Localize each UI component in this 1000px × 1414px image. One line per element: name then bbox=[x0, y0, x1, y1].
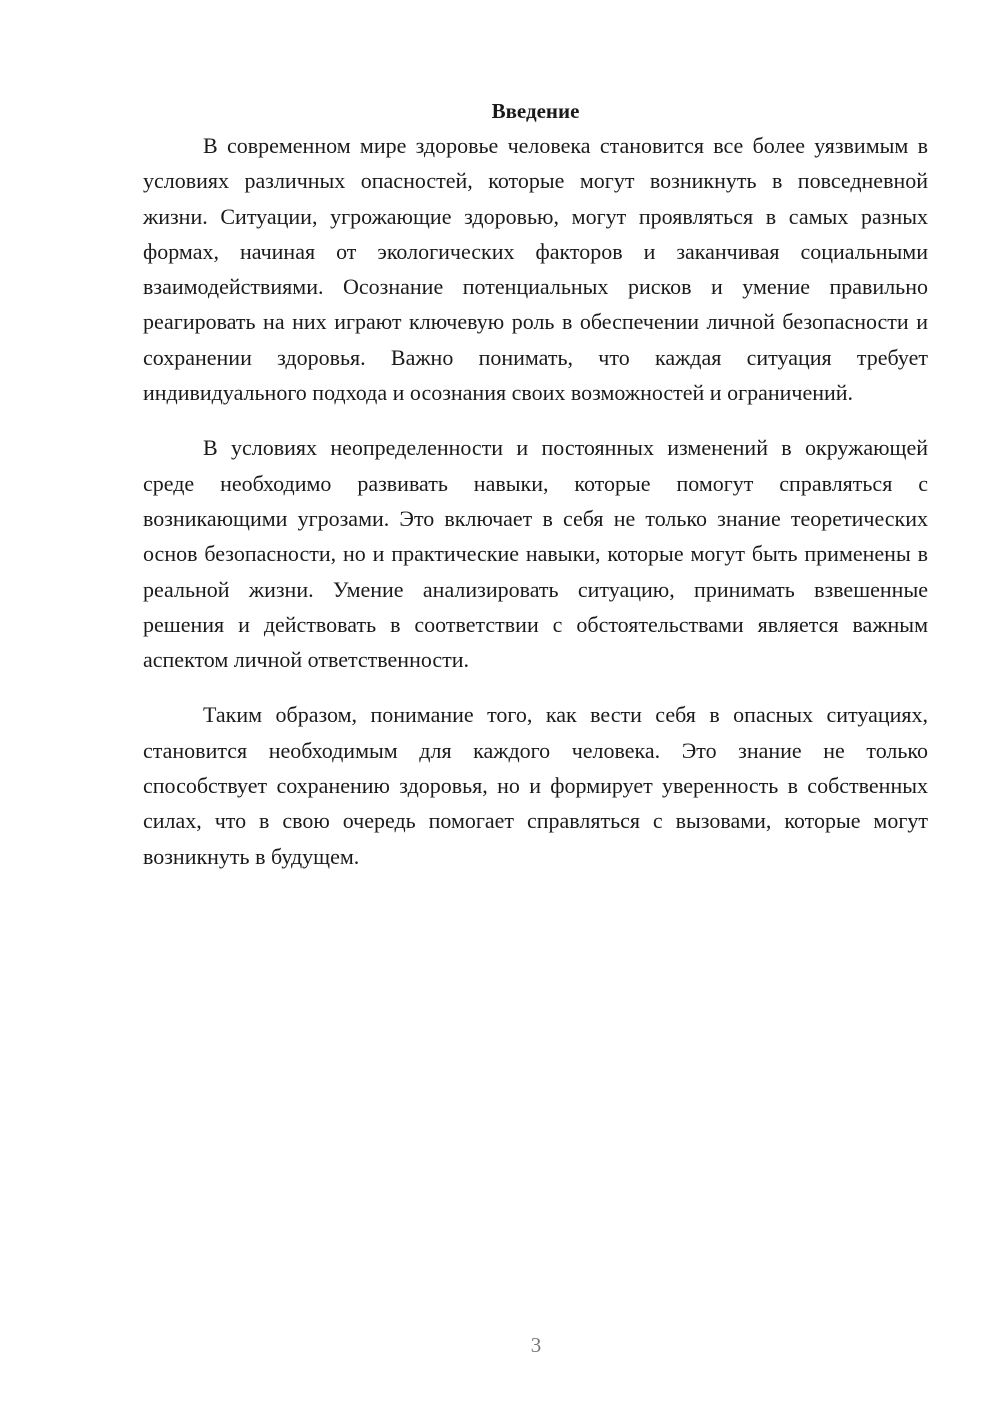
page-number: 3 bbox=[530, 1333, 542, 1357]
paragraph-2: В условиях неопределенности и постоянных изменений в окружающей среде необходимо развивать навыки, которые помогут справляться с возникающими угрозами. Это включает в себя не только знание теоретических основ безопасности, но и практические навыки, которые могут быть применены в реальной жизни. Умение анализировать ситуацию, принимать взвешенные решения и действовать в соответствии с обстоятельствами является важным аспектом личной ответственности. bbox=[143, 435, 928, 673]
document-body bbox=[143, 96, 928, 894]
paragraph-1: В современном мире здоровье человека становится все более уязвимым в условиях различных опасностей, которые могут возникнуть в повседневной жизни. Ситуации, угрожающие здоровью, могут проявляться в самых разных формах, начиная от экологических факторов и заканчивая социальными взаимодействиями. Осознание потенциальных рисков и умение правильно реагировать на них играют ключевую роль в обеспечении личной безопасности и сохранении здоровья. Важно понимать, что каждая ситуация требует индивидуального подхода и осознания своих возможностей и ограничений. bbox=[143, 133, 928, 406]
paragraph-3: Таким образом, понимание того, как вести себя в опасных ситуациях, становится необходимым для каждого человека. Это знание не только способствует сохранению здоровья, но и формирует уверенность в собственных силах, что в свою очередь помогает справляться с вызовами, которые могут возникнуть в будущем. bbox=[143, 702, 928, 869]
section-heading: Введение bbox=[491, 99, 580, 123]
